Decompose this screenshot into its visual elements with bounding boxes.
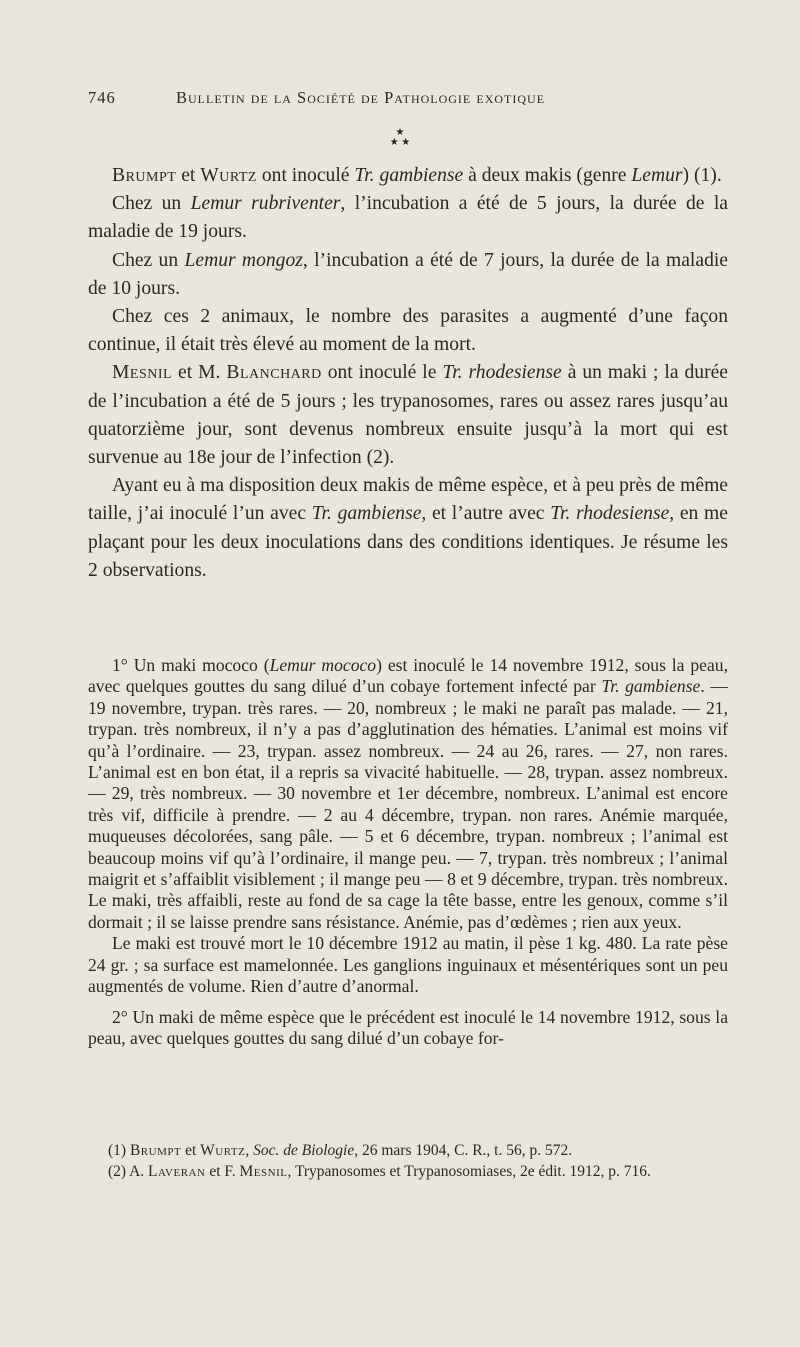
observation-2: 2° Un maki de même espèce que le précédent est inoculé le 14 novembre 1912, sous la peau, avec quelques gouttes du sang dilué d’un cobaye for- (88, 1006, 728, 1048)
paragraph-3: Chez un Lemur mongoz, l’incubation a été de 7 jours, la durée de la maladie de 10 jours. (88, 249, 729, 299)
section-separator: ★ ★ ★ (389, 127, 411, 148)
footnote-1: (1) Brumpt et Wurtz, Soc. de Biologie, 26 mars 1904, C. R., t. 56, p. 572. (108, 1142, 573, 1159)
paragraph-6: Ayant eu à ma disposition deux makis de même espèce, et à peu près de même taille, j’ai inoculé l’un avec Tr. gambiense, et l’autre avec Tr. rhodesiense, en me plaçant pour les deux inoculations dans des conditions identiques. Je résume les 2 observations. (88, 475, 728, 581)
running-title: Bulletin de la Société de Pathologie exotique (176, 88, 546, 107)
main-text (88, 162, 728, 585)
observation-1: 1° Un maki mococo (Lemur mococo) est inoculé le 14 novembre 1912, sous la peau, avec quelques gouttes du sang dilué d’un cobaye fortement infecté par Tr. gambiense. — 19 novembre, trypan. très rares. — 20, nombreux ; le maki ne paraît pas malade. — 21, trypan. très nombreux, il n’y a pas d’agglutination des hématies. L’animal est moins vif qu’à l’ordinaire. — 23, trypan. assez nombreux. — 24 au 26, rares. — 27, non rares. L’animal est en bon état, il a repris sa vivacité habituelle. — 28, trypan. assez nombreux. — 29, très nombreux. — 30 novembre et 1er décembre, nombreux. L’animal est encore très vif, difficile à prendre. — 2 au 4 décembre, trypan. non rares. Anémie marquée, muqueuses décolorées, sang pâle. — 5 et 6 décembre, trypan. nombreux ; l’animal est beaucoup moins vif qu’à l’ordinaire, il mange peu. — 7, trypan. très nombreux ; l’animal maigrit et s’affaiblit visiblement ; il mange peu — 8 et 9 décembre, trypan. très nombreux. Le maki, très affaibli, reste au fond de sa cage la tête basse, entre les genoux, comme s’il dormait ; il se laisse prendre sans résistance. Anémie, pas d’œdèmes ; rien aux yeux. (88, 655, 729, 932)
footnote-2: (2) A. Laveran et F. Mesnil, Trypanosomes et Trypanosomiases, 2e édit. 1912, p. 716. (108, 1163, 651, 1180)
observations (88, 655, 728, 1049)
paragraph-1: Brumpt et Wurtz ont inoculé Tr. gambiense à deux makis (genre Lemur) (1). (112, 165, 722, 186)
footnotes (88, 1140, 728, 1182)
paragraph-5: Mesnil et M. Blanchard ont inoculé le Tr. rhodesiense à un maki ; la durée de l’incubation a été de 5 jours ; les trypanosomes, rares ou assez rares jusqu’au quatorzième jour, sont devenus nombreux ensuite jusqu’à la mort qui est survenue au 18e jour de l’infection (2). (88, 362, 728, 469)
page-number: 746 (88, 88, 116, 107)
observation-1-autopsy: Le maki est trouvé mort le 10 décembre 1912 au matin, il pèse 1 kg. 480. La rate pèse 24 gr. ; sa surface est mamelonnée. Les ganglions inguinaux et mésentériques sont un peu augmentés de volume. Rien d’autre d’anormal. (88, 933, 728, 997)
paragraph-4: Chez ces 2 animaux, le nombre des parasites a augmenté d’une façon continue, il était très élevé au moment de la mort. (88, 306, 728, 356)
paragraph-2: Chez un Lemur rubriventer, l’incubation a été de 5 jours, la durée de la maladie de 19 jours. (88, 193, 728, 243)
